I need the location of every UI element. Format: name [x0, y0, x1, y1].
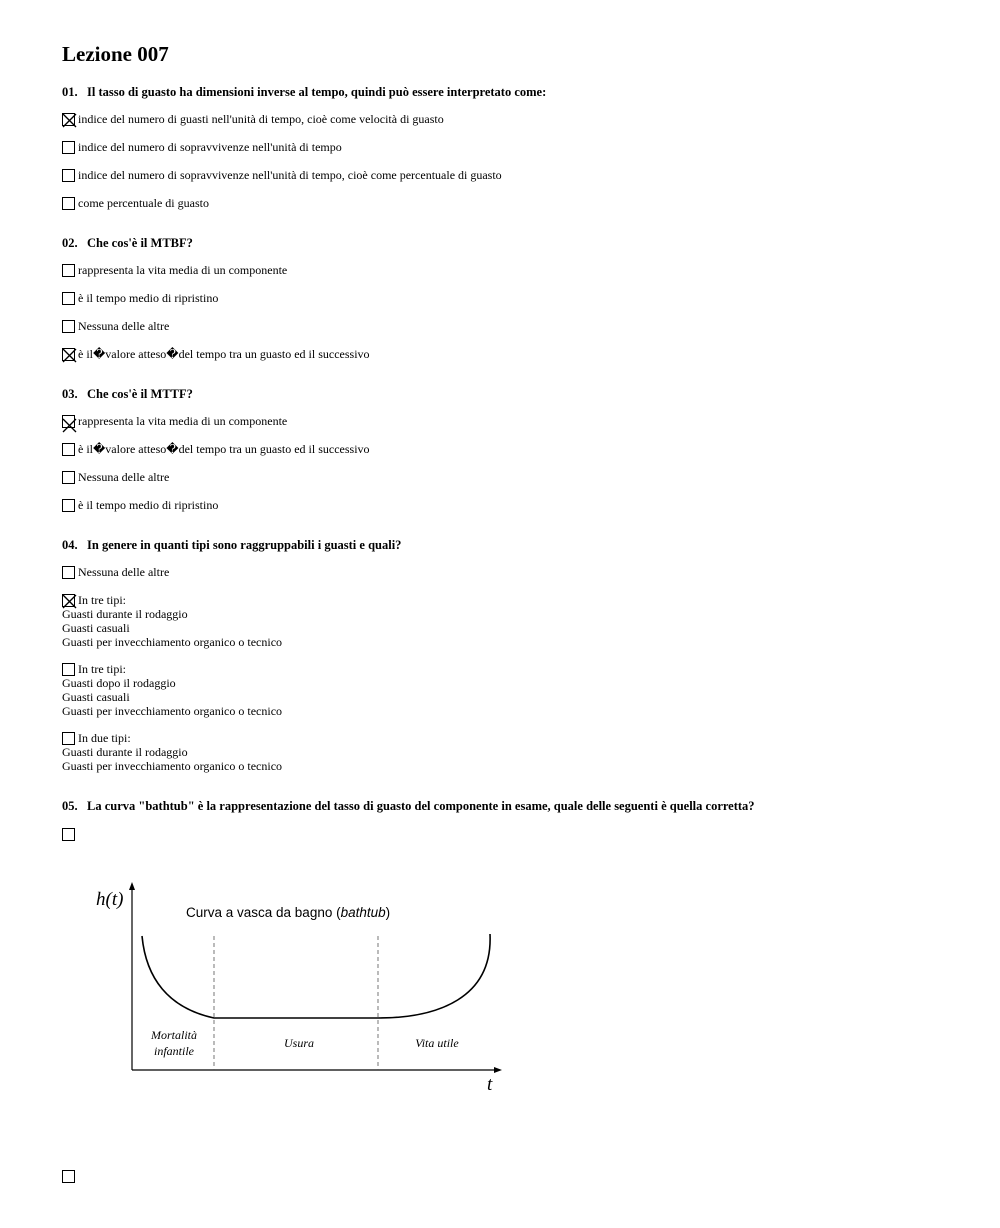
- answer-option[interactable]: [62, 319, 169, 333]
- checkbox[interactable]: [62, 443, 75, 456]
- checkbox[interactable]: [62, 732, 75, 745]
- option-text: indice del numero di guasti nell'unità di tempo, cioè come velocità di guasto: [78, 112, 444, 126]
- question-04: [62, 538, 401, 553]
- checkbox[interactable]: [62, 566, 75, 579]
- answer-option[interactable]: [62, 731, 282, 773]
- question-05: [62, 799, 755, 814]
- answer-option[interactable]: [62, 263, 287, 277]
- y-axis-arrow: [129, 882, 135, 890]
- answer-option[interactable]: [62, 498, 218, 512]
- question-02: [62, 236, 193, 251]
- option-text: è il�valore atteso�del tempo tra un guasto ed il successivo: [78, 347, 370, 361]
- checkbox[interactable]: [62, 1170, 75, 1183]
- checkbox[interactable]: [62, 141, 75, 154]
- y-axis-label: h(t): [96, 889, 124, 910]
- figure-caption: Curva a vasca da bagno (bathtub): [186, 905, 391, 920]
- option-text-line: Guasti per invecchiamento organico o tecnico: [62, 635, 283, 649]
- option-text-line: Guasti per invecchiamento organico o tecnico: [62, 704, 283, 718]
- answer-option[interactable]: [62, 1167, 78, 1185]
- bathtub-curve: [142, 934, 490, 1018]
- region-label-usura: Usura: [283, 1036, 315, 1050]
- question-number: 02.: [62, 236, 78, 250]
- question-number: 01.: [62, 85, 78, 99]
- checkbox[interactable]: [62, 471, 75, 484]
- option-text-line: Guasti casuali: [62, 690, 130, 704]
- region-label-mortalita: Mortalità: [150, 1028, 198, 1042]
- answer-option[interactable]: [62, 593, 282, 649]
- page-title: Lezione 007: [62, 42, 169, 66]
- checkbox[interactable]: [62, 292, 75, 305]
- answer-option[interactable]: [62, 825, 78, 843]
- checkbox[interactable]: [62, 828, 75, 841]
- question-number: 03.: [62, 387, 78, 401]
- option-text: Nessuna delle altre: [78, 470, 170, 484]
- checkbox[interactable]: [62, 197, 75, 210]
- option-text: è il tempo medio di ripristino: [78, 498, 219, 512]
- answer-option[interactable]: [62, 112, 444, 126]
- checkbox[interactable]: [62, 264, 75, 277]
- answer-option[interactable]: [62, 196, 209, 210]
- question-text: In genere in quanti tipi sono raggruppabili i guasti e quali?: [87, 538, 402, 552]
- x-axis-label: t: [487, 1074, 493, 1093]
- option-text: Nessuna delle altre: [78, 565, 170, 579]
- question-03: [62, 387, 193, 402]
- region-label-vita-utile: Vita utile: [415, 1036, 459, 1050]
- option-text: è il�valore atteso�del tempo tra un guasto ed il successivo: [78, 442, 370, 456]
- checked-checkbox[interactable]: [62, 594, 75, 607]
- option-text-line: Guasti casuali: [62, 621, 130, 635]
- checked-checkbox[interactable]: [62, 113, 75, 126]
- answer-option[interactable]: [62, 565, 169, 579]
- question-01: [62, 85, 546, 100]
- option-text-line: Guasti per invecchiamento organico o tecnico: [62, 759, 283, 773]
- option-text: In tre tipi:: [78, 593, 126, 607]
- option-text: Nessuna delle altre: [78, 319, 170, 333]
- question-text: Che cos'è il MTBF?: [87, 236, 193, 250]
- option-text: In tre tipi:: [78, 662, 126, 676]
- answer-option[interactable]: [62, 140, 342, 154]
- option-text: come percentuale di guasto: [78, 196, 209, 210]
- option-text: è il tempo medio di ripristino: [78, 291, 219, 305]
- option-text: In due tipi:: [78, 731, 131, 745]
- option-text: indice del numero di sopravvivenze nell'unità di tempo, cioè come percentuale di guasto: [78, 168, 502, 182]
- bathtub-curve-figure: [88, 878, 518, 1093]
- checkbox[interactable]: [62, 320, 75, 333]
- question-text: La curva "bathtub" è la rappresentazione del tasso di guasto del componente in esame, quale delle seguenti è quella corretta?: [87, 799, 755, 813]
- option-text-line: Guasti dopo il rodaggio: [62, 676, 176, 690]
- option-text: rappresenta la vita media di un componente: [78, 414, 288, 428]
- answer-option[interactable]: [62, 168, 502, 182]
- answer-option[interactable]: [62, 470, 169, 484]
- question-number: 04.: [62, 538, 78, 552]
- x-axis-arrow: [494, 1067, 502, 1073]
- question-text: Il tasso di guasto ha dimensioni inverse al tempo, quindi può essere interpretato come:: [87, 85, 547, 99]
- option-text: rappresenta la vita media di un componente: [78, 263, 288, 277]
- checked-checkbox[interactable]: [62, 348, 75, 361]
- answer-option[interactable]: [62, 414, 287, 428]
- checkbox[interactable]: [62, 169, 75, 182]
- option-text: indice del numero di sopravvivenze nell'unità di tempo: [78, 140, 342, 154]
- checkbox[interactable]: [62, 663, 75, 676]
- region-label-infantile: infantile: [154, 1044, 194, 1058]
- answer-option[interactable]: [62, 662, 282, 718]
- checkbox[interactable]: [62, 499, 75, 512]
- checked-checkbox[interactable]: [62, 415, 75, 428]
- answer-option[interactable]: [62, 347, 370, 361]
- question-text: Che cos'è il MTTF?: [87, 387, 193, 401]
- answer-option[interactable]: [62, 291, 218, 305]
- option-text-line: Guasti durante il rodaggio: [62, 745, 188, 759]
- answer-option[interactable]: [62, 442, 370, 456]
- option-text-line: Guasti durante il rodaggio: [62, 607, 188, 621]
- question-number: 05.: [62, 799, 78, 813]
